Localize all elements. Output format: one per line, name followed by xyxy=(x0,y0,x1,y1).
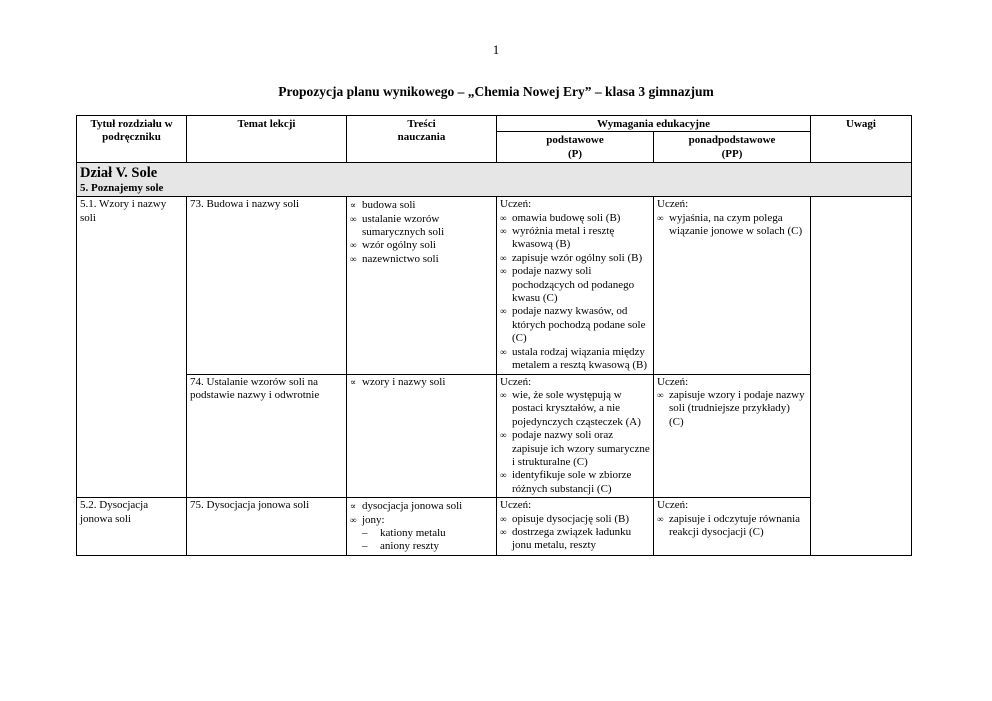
topic-cell: 74. Ustalanie wzorów soli na podstawie nazwy i odwrotnie xyxy=(187,374,347,498)
extended-list xyxy=(657,212,807,239)
list-item: ∞ zapisuje wzór ogólny soli (B) xyxy=(500,251,643,264)
header-basic xyxy=(497,132,654,163)
infinity-bullet-icon: ∞ xyxy=(657,389,664,400)
infinity-bullet-icon: ∞ xyxy=(350,240,357,251)
infinity-bullet-icon: ∞ xyxy=(500,252,507,263)
page-number: 1 xyxy=(492,42,500,57)
notes-cell xyxy=(811,374,912,498)
document-title: Propozycja planu wynikowego – „Chemia Nowej Ery” – klasa 3 gimnazjum xyxy=(278,84,714,99)
list-item: ∞ omawia budowę soli (B) xyxy=(500,211,621,224)
notes-cell xyxy=(811,197,912,374)
header-basic-label: podstawowe xyxy=(546,134,604,147)
extended-cell xyxy=(654,498,811,556)
infinity-bullet-icon: ∞ xyxy=(657,212,664,223)
section-row xyxy=(77,163,912,197)
table-row xyxy=(77,197,912,374)
content-list xyxy=(350,199,493,266)
list-item: ∞ wyjaśnia, na czym polega wiązanie jonowe w solach (C) xyxy=(657,211,803,238)
chapter-cell: 5.2. Dysocjacja jonowa soli xyxy=(77,498,187,556)
header-row xyxy=(77,116,912,132)
header-content xyxy=(347,116,497,163)
infinity-bullet-icon: ∞ xyxy=(500,226,507,237)
extended-cell xyxy=(654,374,811,498)
plan-table xyxy=(76,115,912,556)
list-item: ∞ opisuje dysocjację soli (B) xyxy=(500,512,630,525)
content-list xyxy=(350,376,493,389)
notes-cell xyxy=(811,498,912,556)
header-requirements: Wymagania edukacyjne xyxy=(497,116,811,132)
list-item: – kationy metalu xyxy=(362,526,446,539)
content-list xyxy=(350,500,493,527)
header-extended xyxy=(654,132,811,163)
basic-cell xyxy=(497,197,654,374)
dash-bullet-icon: – xyxy=(362,540,368,553)
infinity-bullet-icon: ∞ xyxy=(500,266,507,277)
extended-list xyxy=(657,513,807,540)
extended-list xyxy=(657,389,807,429)
student-label: Uczeń: xyxy=(500,198,532,211)
header-topic: Temat lekcji xyxy=(187,116,347,163)
student-label: Uczeń: xyxy=(500,499,532,512)
list-item: ∞ dostrzega związek ładunku jonu metalu, reszty xyxy=(500,525,632,552)
infinity-bullet-icon: ∝ xyxy=(350,200,357,211)
student-label: Uczeń: xyxy=(657,375,689,388)
section-cell xyxy=(77,163,912,197)
student-label: Uczeń: xyxy=(500,375,532,388)
infinity-bullet-icon: ∞ xyxy=(350,253,357,264)
infinity-bullet-icon: ∞ xyxy=(500,470,507,481)
infinity-bullet-icon: ∞ xyxy=(500,513,507,524)
header-extended-label: ponadpodstawowe xyxy=(688,134,776,147)
student-label: Uczeń: xyxy=(657,198,689,211)
header-basic-code: (P) xyxy=(567,147,583,160)
list-item: ∞ jony: xyxy=(350,513,385,526)
list-item: ∝ dysocjacja jonowa soli xyxy=(350,500,463,513)
infinity-bullet-icon: ∝ xyxy=(350,501,357,512)
list-item: ∞ ustala rodzaj wiązania między metalem a resztą kwasową (B) xyxy=(500,345,647,372)
content-cell xyxy=(347,197,497,374)
infinity-bullet-icon: ∝ xyxy=(350,376,357,387)
list-item: ∞ identyfikuje sole w zbiorze różnych substancji (C) xyxy=(500,469,632,495)
header-chapter: Tytuł rozdziału w podręczniku xyxy=(77,116,187,163)
list-item: ∞ wzór ogólny soli xyxy=(350,239,436,252)
header-extended-code: (PP) xyxy=(721,147,743,160)
content-cell xyxy=(347,374,497,498)
section-title: Dział V. Sole xyxy=(80,165,158,182)
infinity-bullet-icon: ∞ xyxy=(500,430,507,441)
infinity-bullet-icon: ∞ xyxy=(350,213,357,224)
section-subtitle: 5. Poznajemy sole xyxy=(80,182,164,195)
basic-cell xyxy=(497,498,654,556)
topic-cell: 75. Dysocjacja jonowa soli xyxy=(187,498,347,556)
list-item: ∞ podaje nazwy soli pochodzących od podanego kwasu (C) xyxy=(500,265,635,305)
list-item: – aniony reszty xyxy=(362,540,439,553)
infinity-bullet-icon: ∞ xyxy=(500,212,507,223)
list-item: ∞ wyróżnia metal i resztę kwasową (B) xyxy=(500,225,615,251)
infinity-bullet-icon: ∞ xyxy=(500,526,507,537)
list-item: ∞ ustalanie wzorów sumarycznych soli xyxy=(350,212,445,239)
list-item: ∞ nazewnictwo soli xyxy=(350,252,439,265)
ion-list xyxy=(350,527,493,554)
list-item: ∞ zapisuje wzory i podaje nazwy soli (trudniejsze przykłady) (C) xyxy=(657,388,805,428)
dash-bullet-icon: – xyxy=(362,526,368,539)
basic-list xyxy=(500,389,650,496)
table-row xyxy=(77,498,912,556)
extended-cell xyxy=(654,197,811,374)
infinity-bullet-icon: ∞ xyxy=(657,513,664,524)
content-cell xyxy=(347,498,497,556)
infinity-bullet-icon: ∞ xyxy=(500,346,507,357)
list-item: ∞ podaje nazwy kwasów, od których pochodzą podane sole (C) xyxy=(500,305,646,345)
list-item: ∝ wzory i nazwy soli xyxy=(350,375,446,388)
list-item: ∝ budowa soli xyxy=(350,199,416,212)
basic-list xyxy=(500,212,650,373)
student-label: Uczeń: xyxy=(657,499,689,512)
chapter-cell xyxy=(77,374,187,498)
table-row xyxy=(77,374,912,498)
list-item: ∞ podaje nazwy soli oraz zapisuje ich wzory sumaryczne i strukturalne (C) xyxy=(500,429,650,468)
basic-cell xyxy=(497,374,654,498)
list-item: ∞ zapisuje i odczytuje równania reakcji dysocjacji (C) xyxy=(657,512,801,538)
infinity-bullet-icon: ∞ xyxy=(350,514,357,525)
topic-cell: 73. Budowa i nazwy soli xyxy=(187,197,347,374)
infinity-bullet-icon: ∞ xyxy=(500,389,507,400)
header-notes: Uwagi xyxy=(811,116,912,163)
header-content-label: Treści nauczania xyxy=(397,118,446,144)
list-item: ∞ wie, że sole występują w postaci kryształów, a nie pojedynczych cząsteczek (A) xyxy=(500,388,641,428)
chapter-cell: 5.1. Wzory i nazwy soli xyxy=(77,197,187,374)
infinity-bullet-icon: ∞ xyxy=(500,306,507,317)
basic-list xyxy=(500,513,650,553)
